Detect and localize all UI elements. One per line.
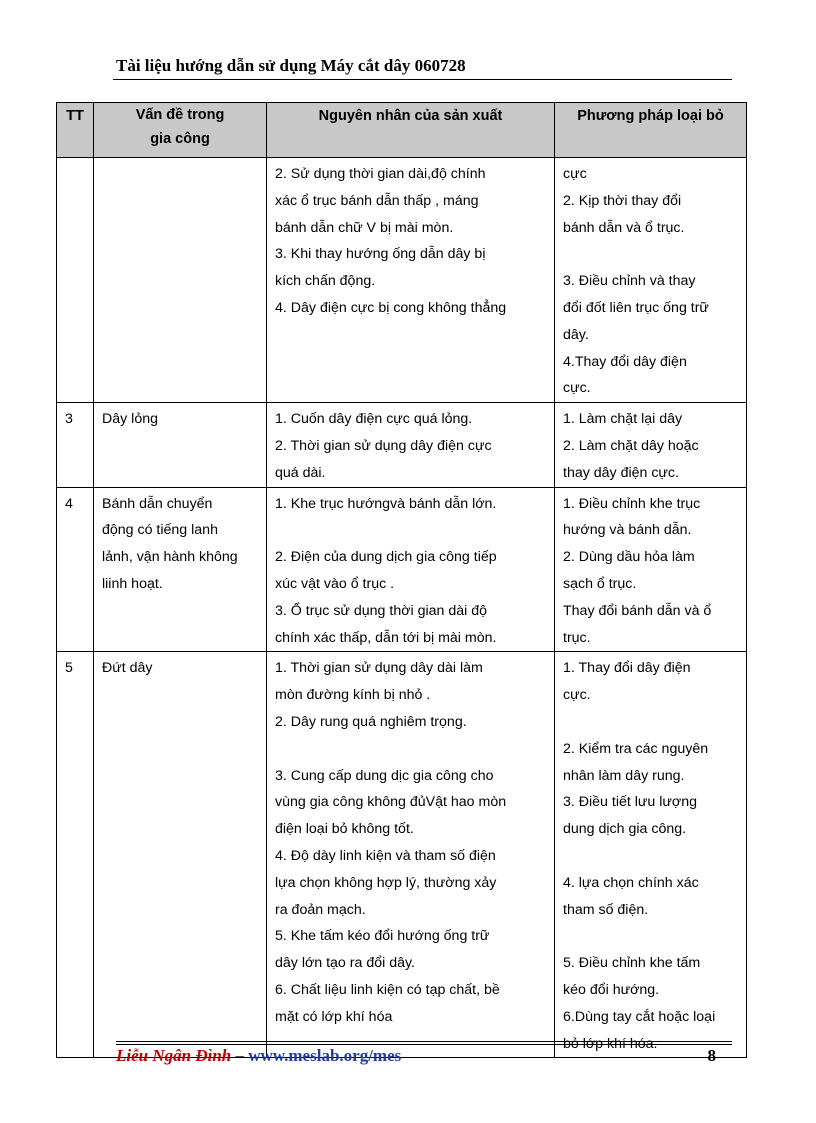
cell-remedies	[555, 487, 747, 652]
remedies-line: thay dây điện cực.	[563, 464, 679, 481]
cell-problem	[94, 487, 267, 652]
remedies-line: 1. Điều chỉnh khe trục	[563, 495, 701, 512]
cell-tt	[57, 652, 94, 1058]
remedies-line: 2. Kiểm tra các nguyên	[563, 740, 709, 757]
remedies-line: 2. Kịp thời thay đổi	[563, 192, 682, 209]
cell-problem	[94, 652, 267, 1058]
remedies-line: bánh dẫn và ổ trục.	[563, 219, 685, 236]
cell-tt	[57, 487, 94, 652]
table-header-row	[57, 103, 747, 158]
row-number	[65, 161, 86, 188]
cell-remedies	[555, 652, 747, 1058]
causes-line: 1. Khe trục hướngvà bánh dẫn lớn.	[275, 495, 497, 512]
problem-line: lảnh, vận hành không	[102, 549, 238, 566]
cell-problem	[94, 403, 267, 487]
cell-problem	[94, 158, 267, 403]
causes-line: 2. Thời gian sử dụng dây điện cực	[275, 437, 492, 454]
row-number: 4	[65, 495, 73, 512]
cell-tt	[57, 403, 94, 487]
header-rule	[113, 79, 732, 80]
remedies-line: 1. Làm chặt lại dây	[563, 411, 683, 428]
causes-line	[275, 736, 547, 763]
row-number: 5	[65, 660, 73, 677]
col-header-causes: Nguyên nhân của sản xuất	[267, 103, 555, 158]
col-header-remedies: Phương pháp loại bỏ	[555, 103, 747, 158]
remedies-line: cực.	[563, 380, 591, 397]
footer-author: Liễu Ngân Đình	[116, 1046, 232, 1065]
causes-line: 1. Cuốn dây điện cực quá lỏng.	[275, 411, 473, 428]
problem-line: Bánh dẫn chuyển	[102, 495, 213, 512]
remedies-line: đổi đốt liên trục ống trữ	[563, 299, 709, 316]
page-number: 8	[707, 1046, 716, 1065]
remedies-line: hướng và bánh dẫn.	[563, 522, 692, 539]
remedies-line: 4. lựa chọn chính xác	[563, 874, 699, 891]
remedies-line: dây.	[563, 326, 589, 343]
cell-tt	[57, 158, 94, 403]
remedies-line: sạch ổ trục.	[563, 575, 637, 592]
remedies-line	[563, 923, 739, 950]
remedies-line: 5. Điều chỉnh khe tấm	[563, 955, 701, 972]
causes-line: 4. Dây điện cực bị cong không thẳng	[275, 299, 507, 316]
cell-causes	[267, 403, 555, 487]
table-row	[57, 487, 747, 652]
remedies-line	[563, 241, 739, 268]
remedies-line: 1. Thay đổi dây điện	[563, 660, 691, 677]
causes-line: 2. Sử dụng thời gian dài,độ chính	[275, 166, 486, 182]
table-row	[57, 403, 747, 487]
causes-line: dây lớn tạo ra đổi dây.	[275, 955, 415, 972]
remedies-line: kéo đổi hướng.	[563, 981, 660, 998]
remedies-line	[563, 709, 739, 736]
causes-line: chính xác thấp, dẫn tới bị mài mòn.	[275, 629, 497, 646]
problem-line: Dây lỏng	[102, 411, 158, 428]
causes-line: mặt có lớp khí hóa	[275, 1008, 393, 1025]
causes-line: ra đoản mạch.	[275, 901, 366, 918]
remedies-line: 2. Làm chặt dây hoặc	[563, 437, 699, 454]
remedies-line: 4.Thay đổi dây điện	[563, 353, 687, 370]
causes-line: điện loại bỏ không tốt.	[275, 821, 414, 838]
cell-causes	[267, 487, 555, 652]
remedies-line: 3. Điều chỉnh và thay	[563, 273, 696, 290]
cell-causes	[267, 652, 555, 1058]
remedies-line	[563, 843, 739, 870]
remedies-line: tham số điện.	[563, 901, 649, 918]
footer-rule-double	[116, 1044, 732, 1045]
problem-line: động có tiếng lanh	[102, 522, 218, 539]
footer-rule	[116, 1041, 732, 1042]
causes-line: 2. Dây rung quá nghiêm trọng.	[275, 713, 467, 730]
remedies-line: Thay đổi bánh dẫn và ổ	[563, 602, 712, 619]
causes-line: xúc vật vào ổ trục .	[275, 575, 395, 592]
table-row	[57, 158, 747, 403]
footer-website[interactable]: www.meslab.org/mes	[248, 1046, 402, 1065]
causes-line: lựa chọn không hợp lý, thường xảy	[275, 874, 497, 891]
cell-remedies	[555, 403, 747, 487]
remedies-line: 3. Điều tiết lưu lượng	[563, 794, 697, 811]
remedies-line: 2. Dùng dầu hỏa làm	[563, 549, 695, 566]
causes-line: bánh dẫn chữ V bị mài mòn.	[275, 219, 454, 236]
remedies-line: cực	[563, 166, 587, 182]
cell-causes	[267, 158, 555, 403]
causes-line: 1. Thời gian sử dụng dây dài làm	[275, 660, 483, 677]
table-row	[57, 652, 747, 1058]
causes-line: 3. Ổ trục sử dụng thời gian dài độ	[275, 602, 488, 619]
footer-separator: –	[231, 1046, 249, 1065]
cell-remedies	[555, 158, 747, 403]
causes-line: 4. Độ dày linh kiện và tham số điện	[275, 847, 496, 864]
causes-line: mòn đường kính bị nhỏ .	[275, 687, 431, 704]
causes-line: quá dài.	[275, 464, 326, 481]
problem-line: liinh hoạt.	[102, 575, 163, 592]
causes-line: 2. Điện của dung dịch gia công tiếp	[275, 549, 497, 566]
remedies-line: cực.	[563, 687, 591, 704]
causes-line	[275, 517, 547, 544]
document-title: Tài liệu hướng dẫn sử dụng Máy cắt dây 060728	[116, 56, 466, 75]
remedies-line: dung dịch gia công.	[563, 821, 687, 838]
causes-line: 5. Khe tấm kéo đổi hướng ống trữ	[275, 928, 490, 945]
col-header-problem: Vấn đề trong gia công	[94, 103, 267, 158]
causes-line: kích chấn động.	[275, 273, 376, 290]
causes-line: xác ổ trục bánh dẫn thấp , máng	[275, 192, 479, 209]
causes-line: 6. Chất liệu linh kiện có tạp chất, bề	[275, 981, 500, 998]
page-footer	[116, 1046, 716, 1066]
remedies-line: 6.Dùng tay cắt hoặc loại	[563, 1008, 716, 1025]
col-header-tt: TT	[57, 103, 94, 158]
remedies-line: trục.	[563, 629, 591, 646]
causes-line: vùng gia công không đủVật hao mòn	[275, 794, 507, 811]
row-number: 3	[65, 411, 73, 428]
remedies-line: bỏ lớp khí hóa.	[563, 1035, 658, 1052]
causes-line: 3. Khi thay hướng ống dẫn dây bị	[275, 246, 486, 263]
troubleshooting-table	[56, 102, 747, 1058]
remedies-line: nhân làm dây rung.	[563, 767, 685, 784]
problem-line: Đứt dây	[102, 660, 153, 677]
causes-line: 3. Cung cấp dung dịc gia công cho	[275, 767, 494, 784]
